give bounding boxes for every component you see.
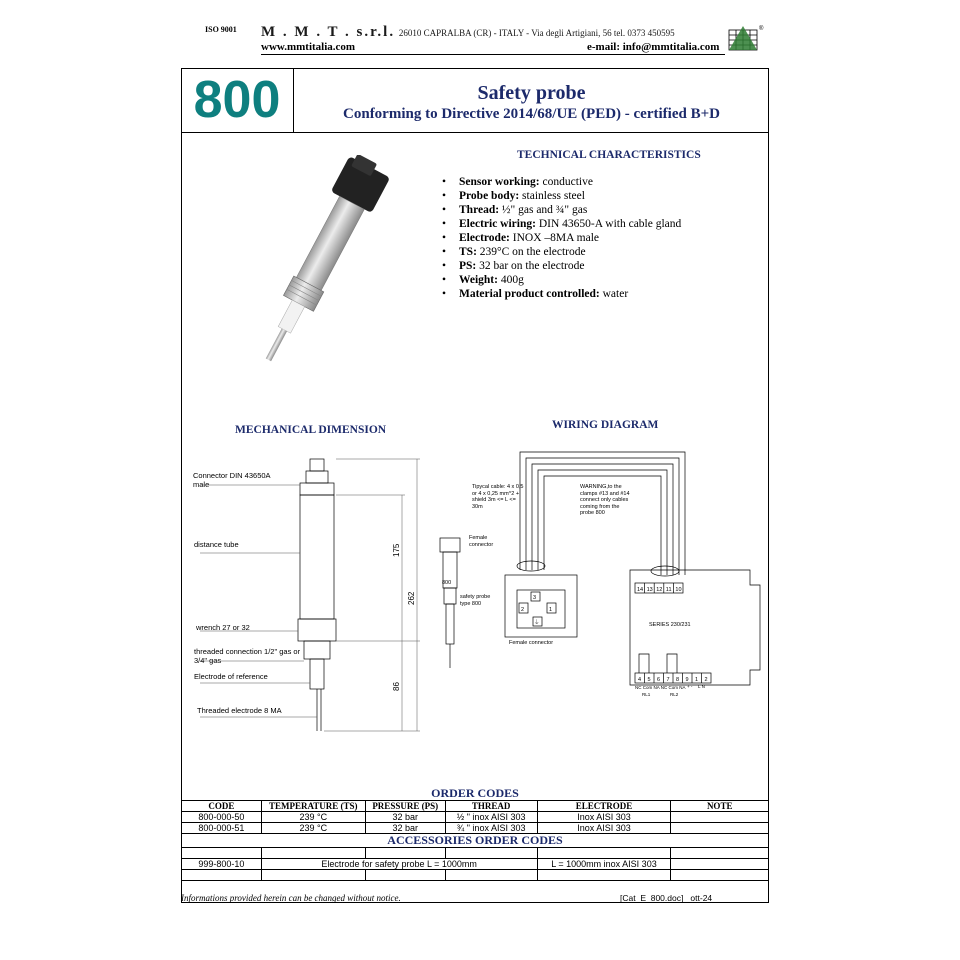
terminal-top: 12 [656, 587, 663, 593]
technical-item-label: Weight: [459, 274, 498, 286]
technical-item-label: Electrode: [459, 232, 510, 244]
order-row [182, 823, 769, 834]
order-header-row [182, 801, 769, 812]
terminal-bottom: 5 [647, 677, 651, 683]
technical-item [442, 245, 681, 259]
order-cell-temp: 239 °C [261, 812, 365, 823]
label-connector: Connector DIN 43650A male [193, 471, 271, 489]
technical-item-value: 400g [497, 274, 524, 286]
footer-date: ott-24 [690, 893, 713, 903]
technical-item-value: water [599, 288, 629, 300]
technical-item [442, 259, 681, 273]
technical-item-value: 32 bar on the electrode [476, 260, 585, 272]
footer-note: Informations provided herein can be changed without notice. [181, 893, 401, 903]
order-column-header: NOTE [671, 801, 769, 812]
cable-note: Tipycal cable: 4 x 0,5 or 4 x 0,25 mm^2 + shield 3m <= L <= 30m [472, 484, 524, 510]
female-connector-bottom-label: Female connector [509, 640, 554, 646]
order-cell-note [671, 812, 769, 823]
dim-262: 262 [407, 591, 416, 605]
technical-item [442, 287, 681, 301]
technical-item [442, 189, 681, 203]
order-column-header: CODE [182, 801, 262, 812]
accessories-heading: ACCESSORIES ORDER CODES [182, 834, 769, 848]
order-row [182, 812, 769, 823]
warning-note: WARNING,to the clamps #13 and #14 connect only cables coming from the probe 800 [580, 484, 630, 516]
email-link[interactable]: e-mail: info@mmtitalia.com [587, 41, 720, 53]
technical-item-value: conductive [539, 176, 593, 188]
safety-probe-label: safety probe type 800 [460, 594, 491, 607]
technical-heading: TECHNICAL CHARACTERISTICS [517, 149, 701, 161]
rl2-label: RL2 [670, 692, 679, 697]
technical-item-value: 239°C on the electrode [476, 246, 586, 258]
technical-item-label: Material product controlled: [459, 288, 600, 300]
technical-item-value: DIN 43650-A with cable gland [535, 218, 682, 230]
iso-label: ISO 9001 [205, 25, 237, 34]
company-logo [728, 24, 764, 52]
connector-pin: 2 [521, 607, 525, 613]
accessory-code: 999-800-10 [182, 859, 262, 870]
product-number: 800 [193, 71, 281, 129]
product-title: Safety probe [477, 82, 586, 104]
dim-86: 86 [392, 682, 401, 691]
terminal-bottom: 4 [638, 677, 642, 683]
accessory-note [671, 859, 769, 870]
technical-item [442, 231, 681, 245]
label-electrode-ref: Electrode of reference [194, 672, 268, 681]
order-cell-note [671, 823, 769, 834]
product-number-box [181, 68, 294, 133]
terminal-bottom: 1 [695, 677, 699, 683]
technical-item [442, 175, 681, 189]
terminal-top: 10 [675, 587, 682, 593]
order-cell-temp: 239 °C [261, 823, 365, 834]
wiring-heading: WIRING DIAGRAM [552, 419, 659, 431]
footer-doc [620, 893, 712, 903]
mechanical-drawing [190, 455, 430, 745]
label-threaded-connection: threaded connection 1/2" gas or 3/4" gas [194, 647, 301, 665]
accessory-desc: Electrode for safety probe L = 1000mm [261, 859, 537, 870]
order-cell-thread: ½ " inox AISI 303 [445, 812, 537, 823]
product-photo [205, 155, 435, 370]
technical-item-value: INOX –8MA male [509, 232, 600, 244]
order-cell-code: 800-000-51 [182, 823, 262, 834]
technical-item [442, 217, 681, 231]
terminal-top: 11 [665, 587, 672, 593]
footer-doc-name: [Cat_E_800.doc] [620, 893, 684, 903]
connector-pin: ⏚ [534, 620, 540, 626]
order-cell-code: 800-000-50 [182, 812, 262, 823]
company-name: M . M . T . s.r.l. [261, 24, 396, 40]
order-cell-pressure: 32 bar [365, 812, 445, 823]
technical-item [442, 273, 681, 287]
website-link[interactable]: www.mmtitalia.com [261, 41, 356, 53]
accessories-spacer-row-2 [182, 870, 769, 881]
technical-item-label: Probe body: [459, 190, 520, 202]
order-cell-thread: ¾ " inox AISI 303 [445, 823, 537, 834]
terminal-bottom: 7 [666, 677, 670, 683]
accessories-heading-row [182, 834, 769, 848]
order-table [181, 800, 769, 881]
probe-label: 800 [442, 580, 452, 586]
accessories-row [182, 859, 769, 870]
mechanical-heading: MECHANICAL DIMENSION [235, 424, 387, 436]
company-line [261, 24, 675, 41]
order-cell-pressure: 32 bar [365, 823, 445, 834]
accessories-spacer-row [182, 848, 769, 859]
company-address: 26010 CAPRALBA (CR) - ITALY - Via degli Artigiani, 56 tel. 0373 450595 [398, 28, 675, 38]
terminal-bottom: 9 [685, 677, 689, 683]
header-rule [261, 54, 725, 55]
label-threaded-electrode: Threaded electrode 8 MA [197, 706, 282, 715]
registered-mark: ® [759, 26, 764, 32]
order-column-header: PRESSURE (PS) [365, 801, 445, 812]
technical-item-label: Sensor working: [459, 176, 540, 188]
rl1-label: RL1 [642, 692, 651, 697]
plus-minus-label: + - [687, 684, 693, 689]
series-label: SERIES 230/231 [649, 622, 691, 628]
wiring-drawing [435, 440, 765, 710]
order-cell-electrode: Inox AISI 303 [537, 823, 671, 834]
title-box [294, 68, 769, 133]
accessory-electrode: L = 1000mm inox AISI 303 [537, 859, 671, 870]
technical-item-label: Electric wiring: [459, 218, 536, 230]
technical-item-value: ½" gas and ¾" gas [499, 204, 588, 216]
terminal-top: 14 [637, 587, 644, 593]
technical-item [442, 203, 681, 217]
technical-item-value: stainless steel [519, 190, 585, 202]
technical-item-label: PS: [459, 260, 477, 272]
relay-labels: NC Com NA NC Com NA [635, 685, 686, 690]
female-connector-top-label: Female connector [469, 535, 494, 548]
terminal-bottom: 2 [704, 677, 708, 683]
order-heading: ORDER CODES [431, 786, 519, 800]
product-subtitle: Conforming to Directive 2014/68/UE (PED) - certified B+D [343, 106, 720, 122]
order-column-header: TEMPERATURE (TS) [261, 801, 365, 812]
dim-175: 175 [392, 543, 401, 557]
terminal-bottom: 8 [676, 677, 680, 683]
label-distance-tube: distance tube [194, 540, 239, 549]
label-wrench: wrench 27 or 32 [196, 623, 250, 632]
order-column-header: THREAD [445, 801, 537, 812]
technical-list [442, 175, 681, 301]
l-n-label: L N [698, 684, 705, 689]
technical-item-label: Thread: [459, 204, 500, 216]
connector-pin: 3 [533, 595, 537, 601]
terminal-bottom: 6 [657, 677, 661, 683]
order-cell-electrode: Inox AISI 303 [537, 812, 671, 823]
terminal-top: 13 [646, 587, 653, 593]
order-column-header: ELECTRODE [537, 801, 671, 812]
technical-item-label: TS: [459, 246, 477, 258]
connector-pin: 1 [549, 607, 553, 613]
